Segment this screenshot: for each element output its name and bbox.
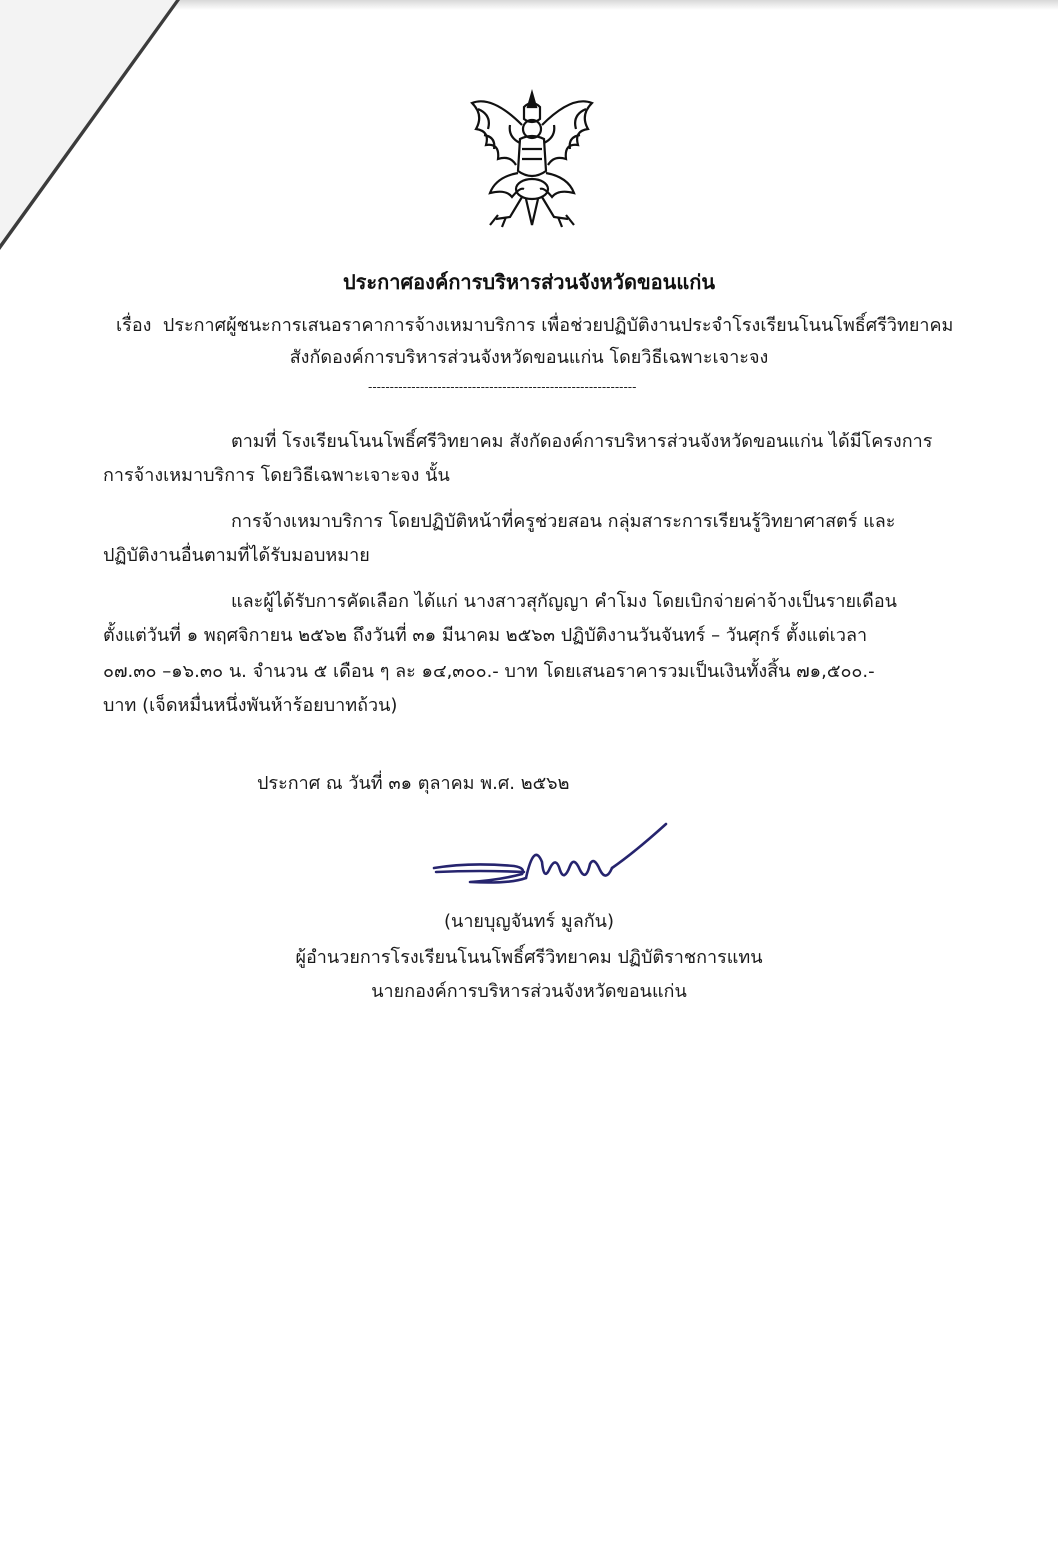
announce-date: ประกาศ ณ วันที่ ๓๑ ตุลาคม พ.ศ. ๒๕๖๒ xyxy=(257,773,570,794)
subject-line-1 xyxy=(116,310,953,339)
separator-line: -------------------------------------------------------------- xyxy=(368,380,637,394)
signature xyxy=(430,812,670,902)
paragraph-2-line-2: ปฏิบัติงานอื่นตามที่ได้รับมอบหมาย xyxy=(103,545,370,566)
subject-line-2: สังกัดองค์การบริหารส่วนจังหวัดขอนแก่น โดยวิธีเฉพาะเจาะจง xyxy=(289,347,769,368)
paragraph-1-line-2: การจ้างเหมาบริการ โดยวิธีเฉพาะเจาะจง นั้น xyxy=(103,465,450,486)
signer-position-1: ผู้อำนวยการโรงเรียนโนนโพธิ์ศรีวิทยาคม ปฏิบัติราชการแทน xyxy=(295,947,763,968)
page-fold xyxy=(0,0,176,244)
paragraph-3-line-4: บาท (เจ็ดหมื่นหนึ่งพันห้าร้อยบาทถ้วน) xyxy=(103,695,398,716)
paragraph-3-line-2: ตั้งแต่วันที่ ๑ พฤศจิกายน ๒๕๖๒ ถึงวันที่ ๓๑ มีนาคม ๒๕๖๓ ปฏิบัติงานวันจันทร์ – วันศุกร์ ตั้งแต่เวลา xyxy=(103,625,868,646)
paragraph-3-line-3: ๐๗.๓๐ –๑๖.๓๐ น. จำนวน ๕ เดือน ๆ ละ ๑๔,๓๐๐.- บาท โดยเสนอราคารวมเป็นเงินทั้งสิ้น ๗๑,๕๐๐.- xyxy=(103,661,875,682)
document-title: ประกาศองค์การบริหารส่วนจังหวัดขอนแก่น xyxy=(342,270,716,294)
subject-label: เรื่อง xyxy=(116,315,152,336)
signer-position-2: นายกองค์การบริหารส่วนจังหวัดขอนแก่น xyxy=(371,981,687,1002)
garuda-emblem-icon xyxy=(462,85,602,235)
signer-name: (นายบุญจันทร์ มูลกัน) xyxy=(444,911,614,932)
subject-text: ประกาศผู้ชนะการเสนอราคาการจ้างเหมาบริการ เพื่อช่วยปฏิบัติงานประจำโรงเรียนโนนโพธิ์ศรีวิทยาคม xyxy=(162,315,954,336)
paragraph-2-line-1: การจ้างเหมาบริการ โดยปฏิบัติหน้าที่ครูช่วยสอน กลุ่มสาระการเรียนรู้วิทยาศาสตร์ และ xyxy=(231,511,896,532)
paragraph-3-line-1: และผู้ได้รับการคัดเลือก ได้แก่ นางสาวสุกัญญา คำโมง โดยเบิกจ่ายค่าจ้างเป็นรายเดือน xyxy=(231,591,897,612)
page-top-edge xyxy=(150,0,1058,10)
paragraph-1-line-1: ตามที่ โรงเรียนโนนโพธิ์ศรีวิทยาคม สังกัดองค์การบริหารส่วนจังหวัดขอนแก่น ได้มีโครงการ xyxy=(231,431,933,452)
